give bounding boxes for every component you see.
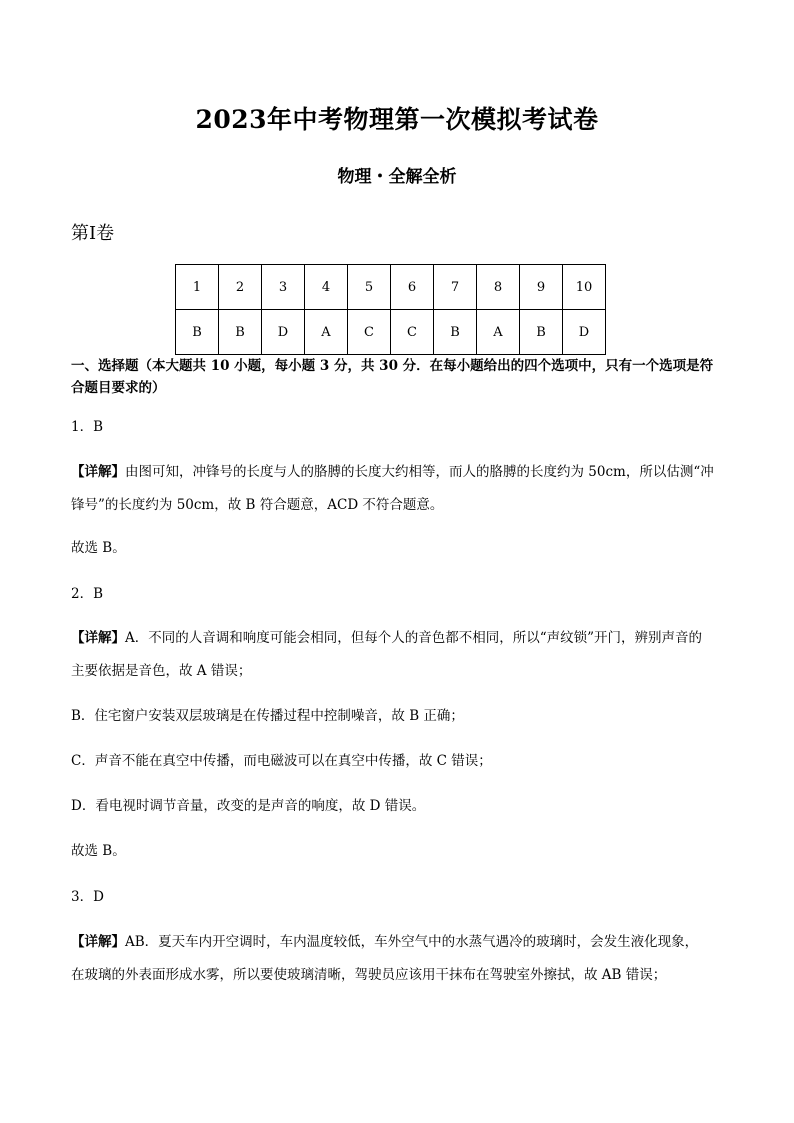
table-cell-answer: D [262, 310, 305, 355]
table-cell-answer: C [391, 310, 434, 355]
q2-detail-text: A．不同的人音调和响度可能会相同，但每个人的音色都不相同，所以“声纹锁”开门，辨别声音的 [125, 630, 703, 646]
table-cell-answer: D [563, 310, 606, 355]
answer-table [175, 264, 606, 355]
q1-detail-text: 由图可知，冲锋号的长度与人的胳膊的长度大约相等，而人的胳膊的长度约为 50cm，所以估测“冲 [125, 464, 714, 480]
q2-option-b: B．住宅窗户安装双层玻璃是在传播过程中控制噪音，故 B 正确； [71, 708, 464, 724]
q1-detail-line1 [71, 456, 731, 489]
detail-tag: 【详解】 [71, 464, 125, 480]
table-cell-number: 5 [348, 265, 391, 310]
table-cell-number: 3 [262, 265, 305, 310]
detail-tag: 【详解】 [71, 934, 125, 950]
table-cell-number: 2 [219, 265, 262, 310]
table-cell-answer: B [520, 310, 563, 355]
q1-number: 1．B [71, 419, 104, 435]
table-cell-answer: A [477, 310, 520, 355]
answer-table-number-row [176, 265, 606, 310]
table-cell-answer: B [176, 310, 219, 355]
answer-table-answer-row [176, 310, 606, 355]
q3-detail-text: AB．夏天车内开空调时，车内温度较低，车外空气中的水蒸气遇冷的玻璃时，会发生液化现象， [125, 934, 699, 950]
q2-detail-line2: 主要依据是音色，故 A 错误； [71, 663, 252, 679]
q1-conclusion: 故选 B。 [71, 540, 126, 556]
q1-detail-line2: 锋号”的长度约为 50cm，故 B 符合题意，ACD 不符合题意。 [71, 497, 444, 513]
table-cell-number: 8 [477, 265, 520, 310]
table-cell-number: 4 [305, 265, 348, 310]
table-cell-number: 10 [563, 265, 606, 310]
table-cell-number: 7 [434, 265, 477, 310]
q3-detail-line2: 在玻璃的外表面形成水雾，所以要使玻璃清晰，驾驶员应该用干抹布在驾驶室外擦拭，故 AB 错误； [71, 967, 667, 983]
table-cell-number: 6 [391, 265, 434, 310]
detail-tag: 【详解】 [71, 630, 125, 646]
table-cell-number: 9 [520, 265, 563, 310]
table-cell-answer: B [219, 310, 262, 355]
q2-detail-line1 [71, 622, 731, 655]
section-heading: 一、选择题（本大题共 10 小题，每小题 3 分，共 30 分．在每小题给出的四个选项中，只有一个选项是符合题目要求的） [71, 358, 714, 396]
q2-conclusion: 故选 B。 [71, 843, 126, 859]
q2-option-c: C．声音不能在真空中传播，而电磁波可以在真空中传播，故 C 错误； [71, 753, 492, 769]
q2-option-d: D．看电视时调节音量，改变的是声音的响度，故 D 错误。 [71, 798, 426, 814]
volume-label: 第Ⅰ卷 [71, 223, 115, 244]
table-cell-number: 1 [176, 265, 219, 310]
q3-number: 3．D [71, 889, 104, 905]
table-cell-answer: C [348, 310, 391, 355]
page-title: 2023年中考物理第一次模拟考试卷 [195, 105, 599, 134]
q3-detail-line1 [71, 926, 731, 959]
q2-number: 2．B [71, 586, 104, 602]
table-cell-answer: B [434, 310, 477, 355]
page-subtitle: 物理・全解全析 [337, 167, 457, 187]
table-cell-answer: A [305, 310, 348, 355]
